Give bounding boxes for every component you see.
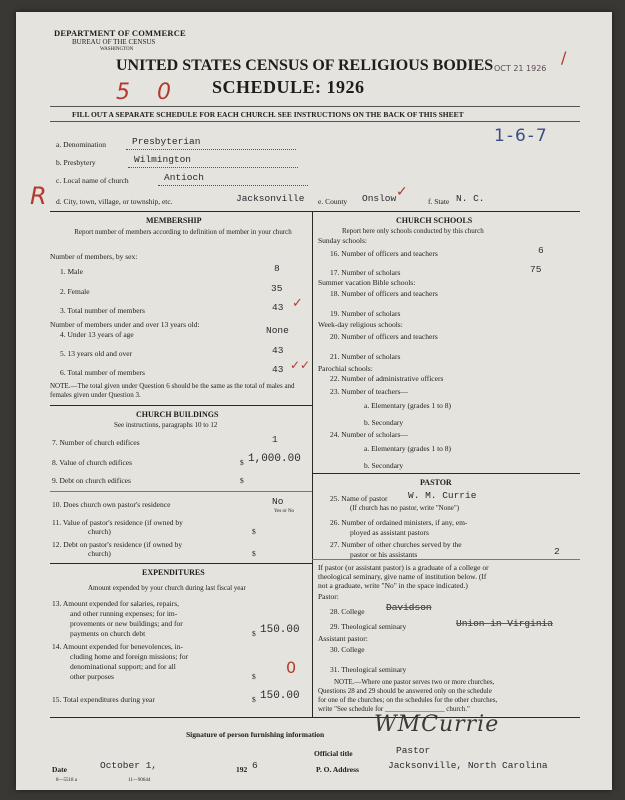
section-rule — [50, 211, 580, 212]
pastor-rule — [312, 473, 580, 474]
county-label: e. County — [318, 197, 348, 206]
q16-label: 16. Number of officers and teachers — [330, 249, 438, 258]
q27-line-1: 27. Number of other churches served by the — [330, 540, 462, 549]
q21-label: 21. Number of scholars — [330, 352, 401, 361]
schools-heading: CHURCH SCHOOLS — [396, 216, 473, 225]
city-label: d. City, town, village, or township, etc. — [56, 197, 173, 206]
q25-label: 25. Name of pastor — [330, 494, 388, 503]
address-value: Jacksonville, North Carolina — [388, 760, 548, 771]
q10-label: 10. Does church own pastor's residence — [52, 500, 171, 509]
q2-label: 2. Female — [60, 287, 90, 296]
schedule-title: SCHEDULE: 1926 — [212, 77, 365, 97]
q29-label: 29. Theological seminary — [330, 622, 407, 631]
q8-label: 8. Value of church edifices — [52, 458, 133, 467]
schools-intro: Report here only schools conducted by this church — [342, 227, 484, 235]
q23a-label: a. Elementary (grades 1 to 8) — [364, 401, 452, 410]
header-rule-2 — [50, 121, 580, 122]
handwritten-number: 5 0 — [116, 80, 181, 105]
q28-value: Davidson — [386, 602, 432, 613]
q22-label: 22. Number of administrative officers — [330, 374, 444, 383]
q23-label: 23. Number of teachers— — [330, 387, 408, 396]
print-code: 11—90644 — [128, 778, 151, 783]
signature: WMCurrie — [374, 712, 500, 737]
q25-hint: (If church has no pastor, write "None") — [350, 504, 460, 512]
census-form — [16, 12, 612, 790]
pastor-note-2: Questions 28 and 29 should be answered only on the schedule — [318, 687, 492, 695]
membership-heading: MEMBERSHIP — [146, 216, 202, 225]
parochial-schools-label: Parochial schools: — [318, 364, 373, 373]
red-check-mark: / — [561, 48, 567, 67]
q13-line-1: 13. Amount expended for salaries, repairs, — [52, 599, 180, 608]
q17-value: 75 — [530, 264, 542, 275]
q7-label: 7. Number of church edifices — [52, 438, 140, 447]
grad-rule — [312, 559, 580, 560]
year-prefix: 192 — [236, 765, 248, 774]
grad-note-1: If pastor (or assistant pastor) is a graduate of a college or — [318, 563, 489, 572]
handwritten-code: 1-6-7 — [494, 126, 549, 146]
county-value: Onslow — [362, 193, 397, 204]
church-name-label: c. Local name of church — [56, 176, 129, 185]
q5-value: 43 — [272, 345, 284, 356]
pastor-sub-label: Pastor: — [318, 592, 339, 601]
q15-dollar: $ — [252, 695, 256, 704]
q27-value: 2 — [554, 546, 560, 557]
q20-label: 20. Number of officers and teachers — [330, 332, 438, 341]
q24b-label: b. Secondary — [364, 461, 404, 470]
year-value: 6 — [252, 760, 258, 771]
date-label: Date — [52, 765, 67, 774]
q14-dollar: $ — [252, 672, 256, 681]
q31-label: 31. Theological seminary — [330, 665, 407, 674]
expenditures-rule — [50, 563, 312, 564]
date-value: October 1, — [100, 760, 158, 771]
red-r-mark: R — [30, 182, 47, 210]
q16-value: 6 — [538, 245, 544, 256]
department-name: DEPARTMENT OF COMMERCE — [54, 28, 186, 38]
official-title-value: Pastor — [396, 745, 431, 756]
presbytery-label: b. Presbytery — [56, 158, 96, 167]
q13-line-4: payments on church debt — [70, 629, 146, 638]
denomination-line — [126, 149, 296, 150]
received-stamp: OCT 21 1926 — [494, 64, 547, 73]
address-label: P. O. Address — [316, 765, 359, 774]
q29-value: Union in Virginia — [456, 618, 553, 629]
grad-note-2: theological seminary, give name of institution below. (If — [318, 572, 487, 581]
q23b-label: b. Secondary — [364, 418, 404, 427]
q13-line-2: and other running expenses; for im- — [70, 609, 178, 618]
q10-rule — [50, 491, 312, 492]
q11-label-cont: church) — [88, 527, 111, 536]
bureau-name: BUREAU OF THE CENSUS — [72, 38, 156, 46]
buildings-rule — [50, 405, 312, 406]
q14-value: 0 — [286, 658, 297, 677]
denomination-value: Presbyterian — [132, 136, 201, 147]
buildings-heading: CHURCH BUILDINGS — [136, 410, 219, 419]
membership-note: NOTE.—The total given under Question 6 should be the same as the total of males and females given under Question 3. — [50, 382, 295, 399]
city-value: Jacksonville — [236, 193, 305, 204]
instruction-line: FILL OUT A SEPARATE SCHEDULE FOR EACH CHURCH. SEE INSTRUCTIONS ON THE BACK OF THIS SHEET — [72, 110, 464, 119]
q11-label: 11. Value of pastor's residence (if owned by — [52, 518, 183, 527]
q1-label: 1. Male — [60, 267, 83, 276]
official-title-label: Official title — [314, 749, 353, 758]
church-name-line — [158, 185, 308, 186]
membership-intro: Report number of members according to definition of member in your church — [74, 228, 292, 236]
q12-label-cont: church) — [88, 549, 111, 558]
expenditures-sub: Amount expended by your church during last fiscal year — [88, 584, 246, 592]
assistant-pastor-label: Assistant pastor: — [318, 634, 368, 643]
grad-note-3: not a graduate, write "No" in the space indicated.) — [318, 581, 468, 590]
footer-rule — [50, 717, 580, 718]
pastor-heading: PASTOR — [420, 478, 452, 487]
denomination-label: a. Denomination — [56, 140, 106, 149]
q7-value: 1 — [272, 434, 278, 445]
q27-line-2: pastor or his assistants — [350, 550, 418, 559]
q26-line-1: 26. Number of ordained ministers, if any, em- — [330, 518, 468, 527]
q13-line-3: provements or new buildings; and for — [70, 619, 183, 628]
sunday-schools-label: Sunday schools: — [318, 236, 367, 245]
column-divider — [312, 211, 313, 717]
q6-value: 43 — [272, 364, 284, 375]
buildings-sub: See instructions, paragraphs 10 to 12 — [114, 421, 218, 429]
pastor-note-1: NOTE.—Where one pastor serves two or more churches, — [334, 678, 495, 686]
q4-value: None — [266, 325, 289, 336]
pastor-note-3: for one of the churches; on the schedules for the other churches, — [318, 696, 498, 704]
expenditures-heading: EXPENDITURES — [142, 568, 205, 577]
q10-hint: Yes or No — [274, 509, 295, 514]
presbytery-line — [128, 167, 298, 168]
members-by-age-label: Number of members under and over 13 years old: — [50, 320, 200, 329]
q6-label: 6. Total number of members — [60, 368, 145, 377]
q14-line-4: other purposes — [70, 672, 114, 681]
q28-label: 28. College — [330, 607, 365, 616]
church-name-value: Antioch — [164, 172, 204, 183]
q19-label: 19. Number of scholars — [330, 309, 401, 318]
summer-schools-label: Summer vacation Bible schools: — [318, 278, 416, 287]
q17-label: 17. Number of scholars — [330, 268, 401, 277]
state-value: N. C. — [456, 193, 485, 204]
q9-dollar: $ — [240, 476, 244, 485]
bureau-city: WASHINGTON — [100, 47, 134, 52]
signature-label: Signature of person furnishing information — [186, 730, 325, 739]
q3-label: 3. Total number of members — [60, 306, 145, 315]
q8-dollar: $ — [240, 458, 244, 467]
q11-dollar: $ — [252, 527, 256, 536]
header-rule — [50, 106, 580, 107]
weekday-schools-label: Week-day religious schools: — [318, 320, 403, 329]
members-by-sex-label: Number of members, by sex: — [50, 252, 138, 261]
q6-check-mark: ✓✓ — [290, 358, 311, 372]
q13-value: 150.00 — [260, 624, 300, 636]
state-label: f. State — [428, 197, 450, 206]
q25-value: W. M. Currie — [408, 490, 477, 501]
q18-label: 18. Number of officers and teachers — [330, 289, 438, 298]
q1-value: 8 — [274, 263, 280, 274]
q24a-label: a. Elementary (grades 1 to 8) — [364, 444, 452, 453]
county-check-mark: ✓ — [396, 184, 408, 200]
form-code: 8—5518 a — [56, 778, 77, 783]
q24-label: 24. Number of scholars— — [330, 430, 408, 439]
q10-value: No — [272, 496, 284, 507]
q30-label: 30. College — [330, 645, 365, 654]
form-title: UNITED STATES CENSUS OF RELIGIOUS BODIES — [116, 57, 494, 74]
q8-value: 1,000.00 — [248, 453, 301, 465]
q2-value: 35 — [271, 283, 283, 294]
pastor-note-4: write "See schedule for _________________ church." — [318, 705, 470, 713]
q14-line-3: denominational support; and for all — [70, 662, 176, 671]
q5-label: 5. 13 years old and over — [60, 349, 133, 358]
q4-label: 4. Under 13 years of age — [60, 330, 134, 339]
q15-value: 150.00 — [260, 690, 300, 702]
presbytery-value: Wilmington — [134, 154, 192, 165]
q3-value: 43 — [272, 302, 284, 313]
q12-label: 12. Debt on pastor's residence (if owned by — [52, 540, 183, 549]
q26-line-2: ployed as assistant pastors — [350, 528, 429, 537]
q9-label: 9. Debt on church edifices — [52, 476, 131, 485]
q14-line-2: cluding home and foreign missions; for — [70, 652, 189, 661]
q13-dollar: $ — [252, 629, 256, 638]
q12-dollar: $ — [252, 549, 256, 558]
q14-line-1: 14. Amount expended for benevolences, in- — [52, 642, 184, 651]
q3-check-mark: ✓ — [292, 296, 303, 311]
q15-label: 15. Total expenditures during year — [52, 695, 155, 704]
